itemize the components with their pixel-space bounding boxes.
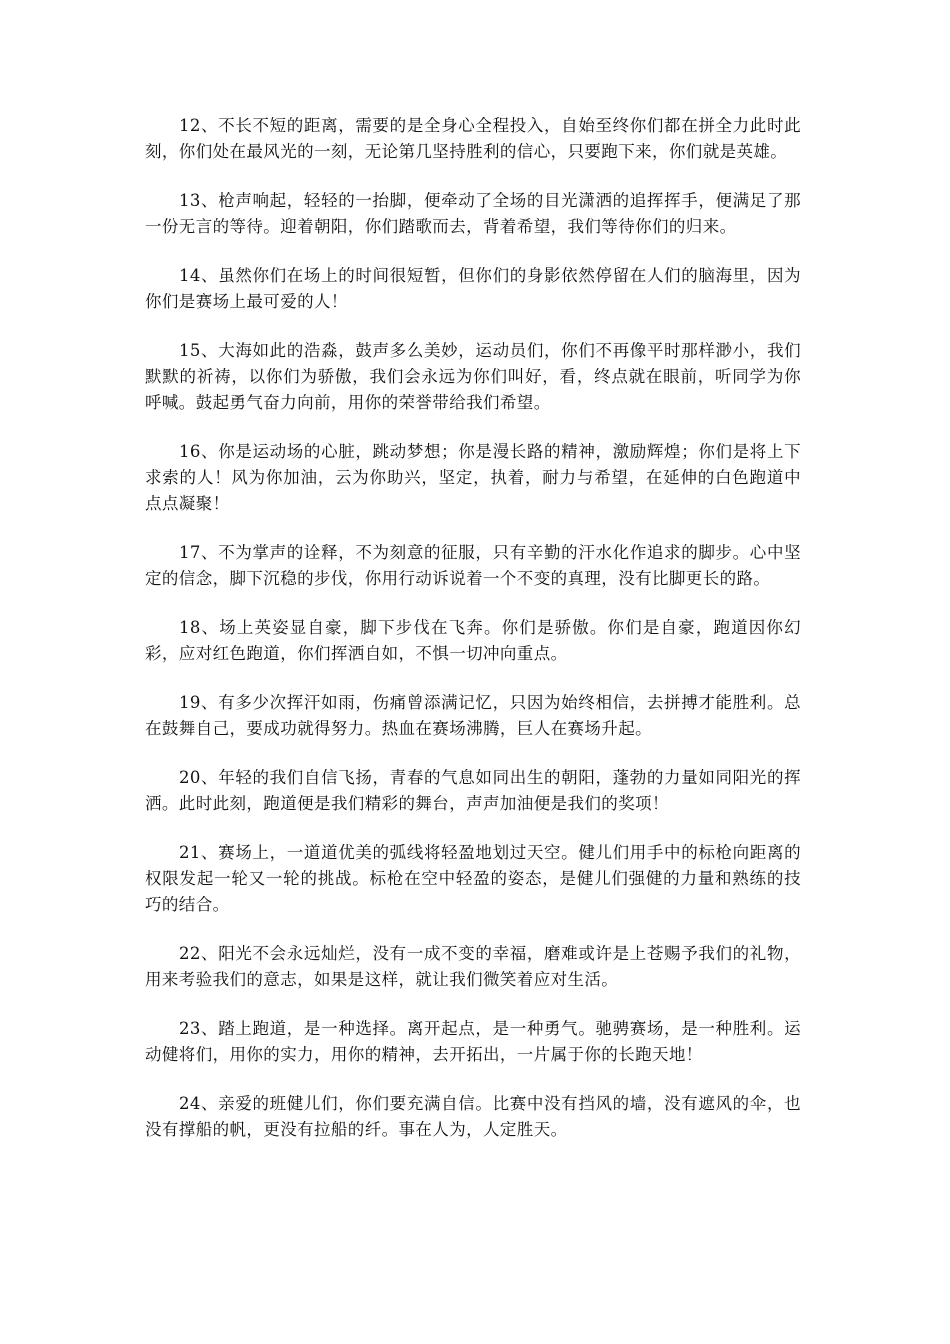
paragraph-20: 20、年轻的我们自信飞扬，青春的气息如同出生的朝阳，蓬勃的力量如同阳光的挥洒。此时此刻，跑道便是我们精彩的舞台，声声加油便是我们的奖项！	[145, 768, 801, 813]
paragraph-22: 22、阳光不会永远灿烂，没有一成不变的幸福，磨难或许是上苍赐予我们的礼物，用来考验我们的意志，如果是这样，就让我们微笑着应对生活。	[145, 944, 801, 989]
paragraph-23: 23、踏上跑道，是一种选择。离开起点，是一种勇气。驰骋赛场，是一种胜利。运动健将们，用你的实力，用你的精神，去开拓出，一片属于你的长跑天地！	[145, 1019, 801, 1064]
paragraph-21: 21、赛场上，一道道优美的弧线将轻盈地划过天空。健儿们用手中的标枪向距离的权限发起一轮又一轮的挑战。标枪在空中轻盈的姿态，是健儿们强健的力量和熟练的技巧的结合。	[145, 843, 801, 914]
paragraph-15: 15、大海如此的浩淼，鼓声多么美妙，运动员们，你们不再像平时那样渺小，我们默默的祈祷，以你们为骄傲，我们会永远为你们叫好，看，终点就在眼前，听同学为你呼喊。鼓起勇气奋力向前，用你的荣誉带给我们希望。	[145, 341, 801, 412]
paragraph-16: 16、你是运动场的心脏，跳动梦想；你是漫长路的精神，激励辉煌；你们是将上下求索的人！风为你加油，云为你助兴，坚定，执着，耐力与希望，在延伸的白色跑道中点点凝聚！	[145, 442, 801, 513]
paragraph-17: 17、不为掌声的诠释，不为刻意的征服，只有辛勤的汗水化作追求的脚步。心中坚定的信念，脚下沉稳的步伐，你用行动诉说着一个不变的真理，没有比脚更长的路。	[145, 543, 801, 588]
document-body	[145, 113, 801, 1166]
paragraph-24: 24、亲爱的班健儿们，你们要充满自信。比赛中没有挡风的墙，没有遮风的伞，也没有撑船的帆，更没有拉船的纤。事在人为，人定胜天。	[145, 1094, 801, 1139]
paragraph-14: 14、虽然你们在场上的时间很短暂，但你们的身影依然停留在人们的脑海里，因为你们是赛场上最可爱的人！	[145, 266, 801, 311]
paragraph-12: 12、不长不短的距离，需要的是全身心全程投入，自始至终你们都在拼全力此时此刻，你们处在最风光的一刻，无论第几坚持胜利的信心，只要跑下来，你们就是英雄。	[145, 116, 801, 161]
paragraph-13: 13、枪声响起，轻轻的一抬脚，便牵动了全场的目光潇洒的追挥挥手，便满足了那一份无言的等待。迎着朝阳，你们踏歌而去，背着希望，我们等待你们的归来。	[145, 191, 801, 236]
paragraph-18: 18、场上英姿显自豪，脚下步伐在飞奔。你们是骄傲。你们是自豪，跑道因你幻彩，应对红色跑道，你们挥洒自如，不惧一切冲向重点。	[145, 618, 801, 663]
paragraph-19: 19、有多少次挥汗如雨，伤痛曾添满记忆，只因为始终相信，去拼搏才能胜利。总在鼓舞自己，要成功就得努力。热血在赛场沸腾，巨人在赛场升起。	[145, 693, 801, 738]
